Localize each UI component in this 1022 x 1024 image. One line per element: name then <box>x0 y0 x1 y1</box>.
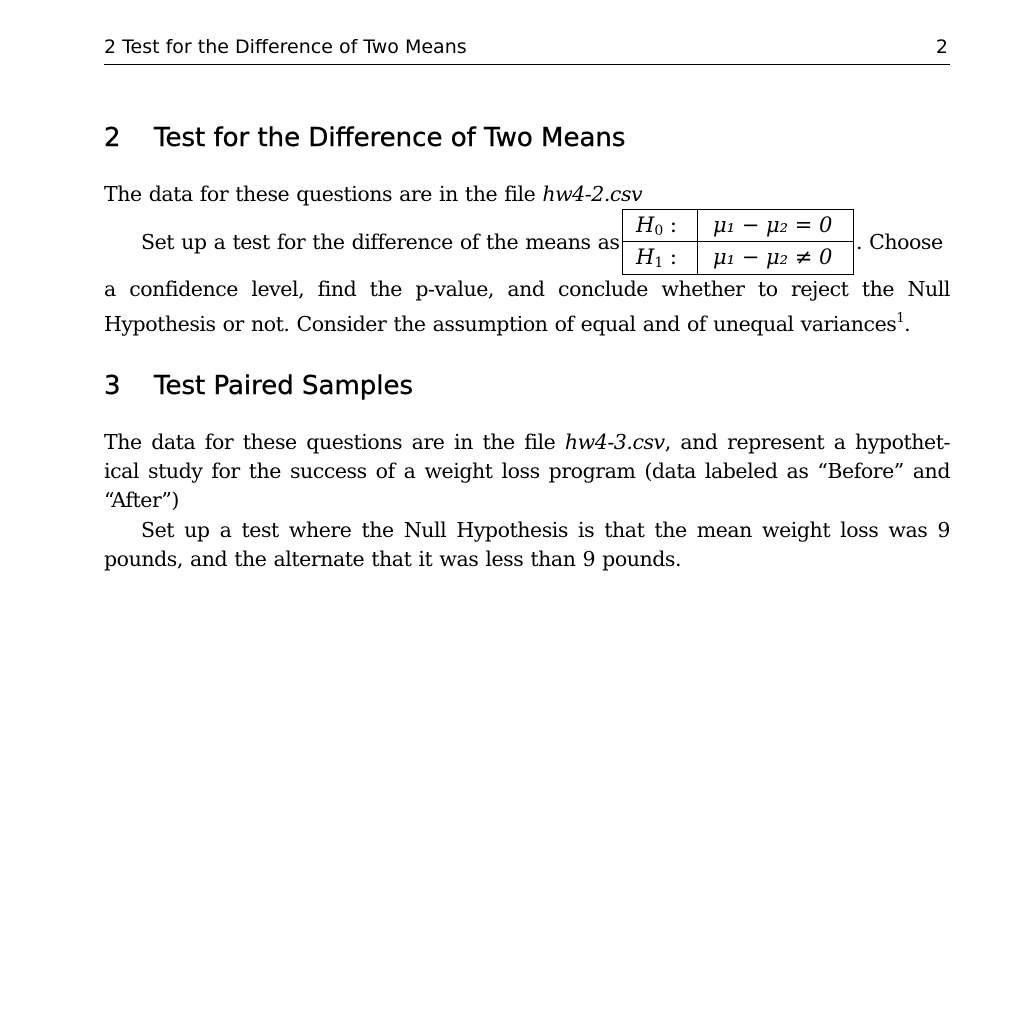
section-2-p1-text: The data for these questions are in the file <box>104 182 543 206</box>
section-3-p2-line2: pounds, and the alternate that it was less than 9 pounds. <box>104 547 682 571</box>
section-2-p1-file: hw4-2.csv <box>542 182 643 206</box>
section-3-p1-line1: The data for these questions are in the file hw4-3.csv, and represent a hypothet- <box>104 430 950 454</box>
section-2-p2-line1-start: Set up a test for the difference of the means as <box>141 230 620 254</box>
running-header <box>104 34 950 65</box>
h0-expression: μ₁ − μ₂ = 0 <box>713 213 833 237</box>
section-2-title: Test for the Difference of Two Means <box>154 123 626 153</box>
section-2-heading <box>104 123 625 153</box>
h0-label: $H_0$ : <box>636 213 678 239</box>
footnote-mark: 1 <box>896 311 905 326</box>
section-3-p1-line2: ical study for the success of a weight loss program (data labeled as “Before” and <box>104 459 950 483</box>
section-2-p2-line3-end: . <box>904 312 911 336</box>
section-3-p2-line1: Set up a test where the Null Hypothesis is that the mean weight loss was 9 <box>141 518 950 542</box>
section-3-title: Test Paired Samples <box>154 371 414 401</box>
page-number: 2 <box>935 36 948 58</box>
section-2-p2-line3: Hypothesis or not. Consider the assumption of equal and of unequal variances <box>104 312 897 336</box>
section-3-p1-line3: “After”) <box>104 488 179 512</box>
section-3-p1-file: hw4-3.csv <box>564 430 665 454</box>
section-2-p2-line2: a confidence level, find the p-value, and conclude whether to reject the Null <box>104 277 950 301</box>
running-header-title: 2 Test for the Difference of Two Means <box>104 36 467 58</box>
hypotheses-table <box>622 209 854 275</box>
h1-label: $H_1$ : <box>636 245 678 271</box>
h1-expression: μ₁ − μ₂ ≠ 0 <box>713 245 833 269</box>
section-2-number: 2 <box>104 123 121 153</box>
section-3-number: 3 <box>104 371 121 401</box>
section-2-p2-line1-end: . Choose <box>856 230 943 254</box>
hypotheses-table-row-divider <box>623 241 853 242</box>
section-3-heading <box>104 371 413 401</box>
